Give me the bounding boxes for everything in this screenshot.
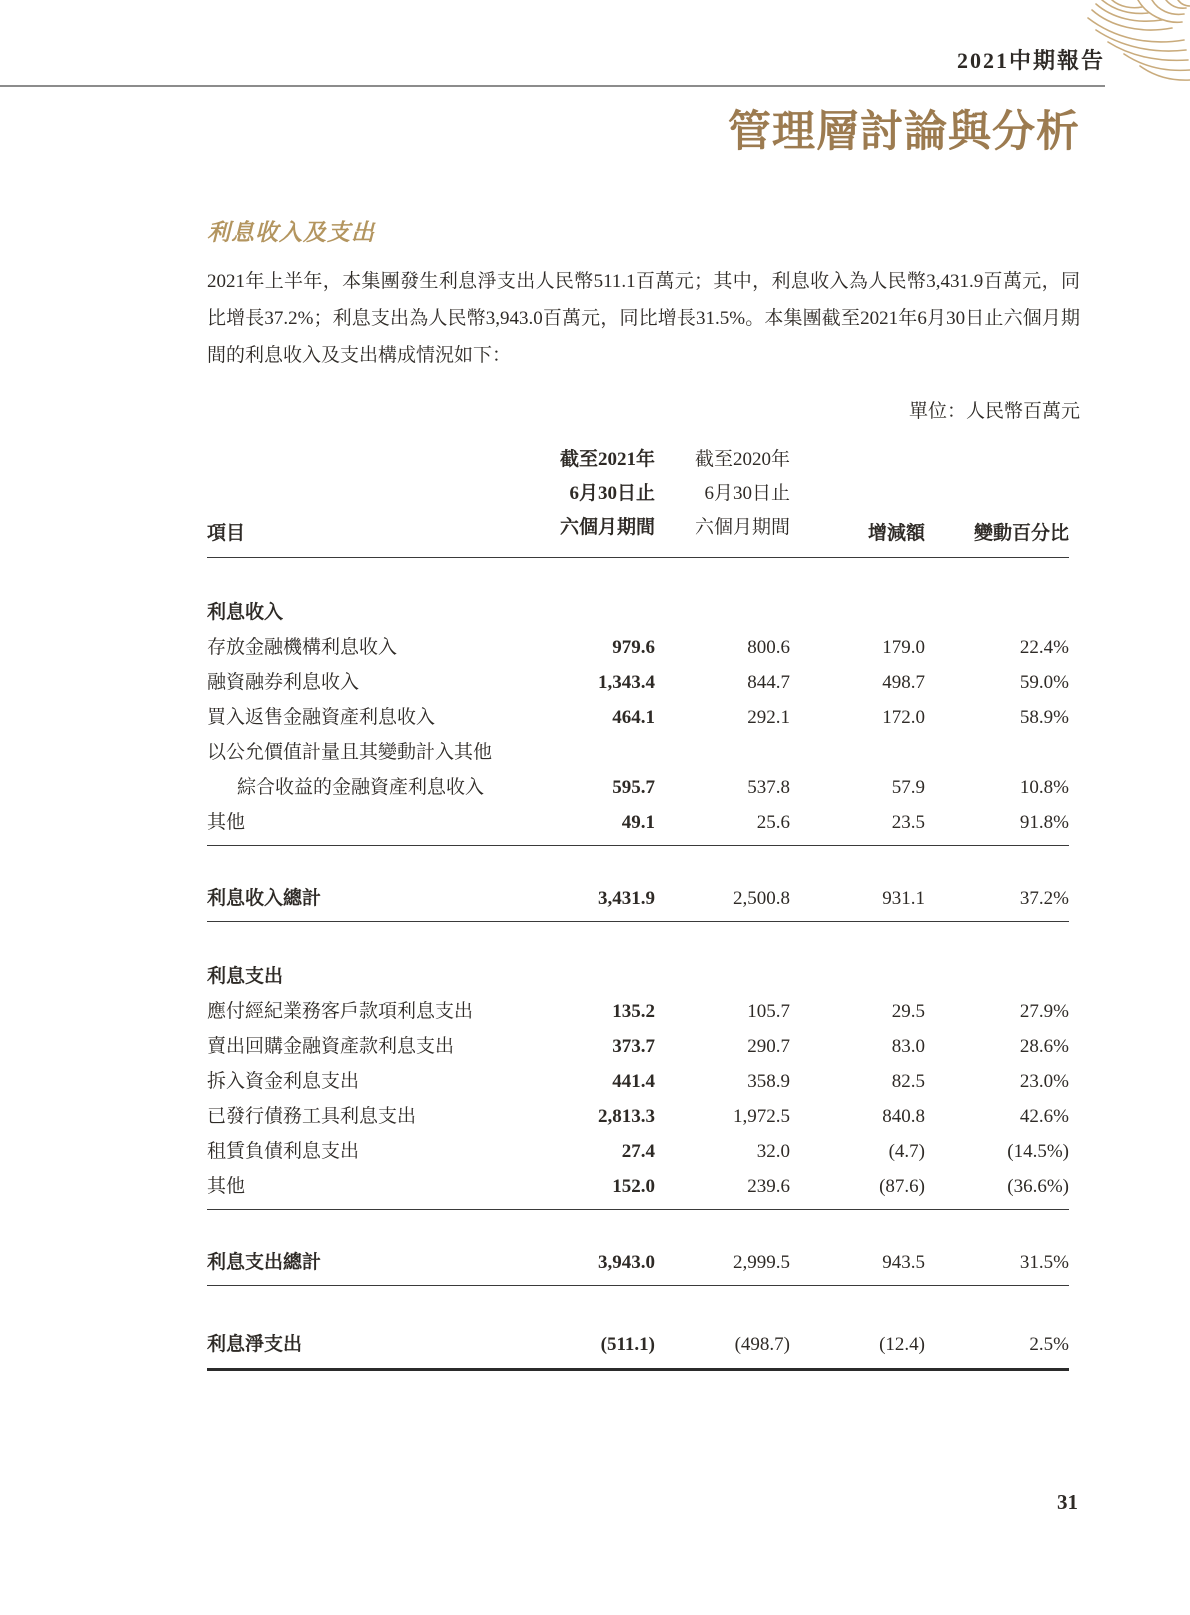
value-2020: 2,500.8 (655, 846, 790, 922)
value-change: 57.9 (891, 777, 925, 798)
value-change: 172.0 (882, 707, 925, 728)
row-label: 拆入資金利息支出 (207, 1071, 360, 1092)
value-percent (925, 922, 1069, 996)
value-change: (4.7) (888, 1141, 925, 1162)
value-change: 179.0 (882, 637, 925, 658)
value-percent: 58.9% (1019, 707, 1069, 728)
value-change: 23.5 (790, 806, 925, 846)
row-label: 利息支出 (207, 966, 284, 987)
value-percent (925, 736, 1069, 771)
value-change: 840.8 (882, 1106, 925, 1127)
value-percent: 91.8% (925, 806, 1069, 846)
row-label: 利息收入 (207, 602, 284, 623)
value-2020: 800.6 (747, 637, 790, 658)
value-change: (12.4) (790, 1286, 925, 1370)
header-line: 六個月期間 (559, 517, 655, 538)
table-row-data (207, 806, 1069, 846)
value-change (790, 558, 925, 632)
header-line: 6月30日止 (569, 483, 655, 504)
row-label: 以公允價值計量且其變動計入其他 (207, 742, 493, 763)
intro-paragraph: 2021年上半年，本集團發生利息淨支出人民幣511.1百萬元；其中，利息收入為人民幣3,431.9百萬元，同比增長37.2%；利息支出為人民幣3,943.0百萬元，同比增長31.5%。本集團截至2021年6月30日止六個月期間的利息收入及支出構成情況如下： (207, 271, 1080, 366)
value-2021: 979.6 (612, 637, 655, 658)
value-2021: 27.4 (621, 1141, 655, 1162)
page-number: 31 (1057, 1490, 1078, 1514)
value-2020: 358.9 (747, 1071, 790, 1092)
value-2020 (655, 922, 790, 996)
value-2020: 537.8 (747, 777, 790, 798)
table-row-total (207, 1210, 1069, 1286)
page-title: 管理層討論與分析 (728, 109, 1080, 156)
table-row-data (207, 666, 1069, 701)
value-2021: 464.1 (612, 707, 655, 728)
interest-income-expense-table (207, 443, 1069, 1371)
section-heading: 利息收入及支出 (207, 220, 375, 245)
value-percent: 22.4% (1019, 637, 1069, 658)
table-row-data (207, 995, 1069, 1030)
row-label: 其他 (207, 1170, 539, 1210)
value-change: (87.6) (790, 1170, 925, 1210)
value-2020: 2,999.5 (655, 1210, 790, 1286)
row-label: 買入返售金融資產利息收入 (207, 707, 436, 728)
table-row-data (207, 1170, 1069, 1210)
value-percent: 2.5% (925, 1286, 1069, 1370)
row-label: 融資融券利息收入 (207, 672, 360, 693)
value-change: 83.0 (891, 1036, 925, 1057)
row-label: 租賃負債利息支出 (207, 1141, 360, 1162)
table-row-label (207, 736, 1069, 771)
value-2020: 105.7 (747, 1001, 790, 1022)
table-row-net (207, 1286, 1069, 1370)
table-row-data (207, 701, 1069, 736)
unit-note: 單位：人民幣百萬元 (908, 401, 1080, 422)
value-change: 29.5 (891, 1001, 925, 1022)
table-row-data (207, 1065, 1069, 1100)
row-label: 利息淨支出 (207, 1286, 539, 1370)
value-2021: 49.1 (539, 806, 655, 846)
row-label: 利息收入總計 (207, 846, 539, 922)
table-row-data (207, 1100, 1069, 1135)
value-2021: 3,431.9 (539, 846, 655, 922)
value-percent: 42.6% (1019, 1106, 1069, 1127)
value-2020 (655, 736, 790, 771)
table-row-total (207, 846, 1069, 922)
row-label: 其他 (207, 806, 539, 846)
value-percent: 10.8% (1019, 777, 1069, 798)
value-change: 931.1 (790, 846, 925, 922)
value-2021: 3,943.0 (539, 1210, 655, 1286)
header-line: 六個月期間 (694, 517, 790, 538)
main-content (207, 214, 1080, 1371)
value-percent: 59.0% (1019, 672, 1069, 693)
value-2021: 441.4 (612, 1071, 655, 1092)
value-percent: 28.6% (1019, 1036, 1069, 1057)
value-2020: 844.7 (747, 672, 790, 693)
report-edition-label: 2021中期報告 (956, 48, 1105, 73)
row-label: 綜合收益的金融資產利息收入 (237, 777, 485, 798)
value-2021: 152.0 (539, 1170, 655, 1210)
value-change (790, 736, 925, 771)
value-2020: 292.1 (747, 707, 790, 728)
value-2021 (539, 558, 655, 632)
value-2021: 1,343.4 (598, 672, 655, 693)
column-header-2021 (539, 443, 655, 558)
value-2020: (498.7) (655, 1286, 790, 1370)
table-header-row (207, 443, 1069, 558)
value-2021 (539, 736, 655, 771)
row-label: 已發行債務工具利息支出 (207, 1106, 417, 1127)
table-row-data (207, 1030, 1069, 1065)
value-2021 (539, 922, 655, 996)
value-percent (925, 558, 1069, 632)
column-header-change: 增減額 (790, 443, 925, 558)
value-2021: 373.7 (612, 1036, 655, 1057)
value-2020: 32.0 (756, 1141, 790, 1162)
value-percent: (14.5%) (1007, 1141, 1069, 1162)
table-row-section (207, 922, 1069, 996)
value-2020: 290.7 (747, 1036, 790, 1057)
header-line: 截至2020年 (694, 449, 790, 470)
table-row-section (207, 558, 1069, 632)
column-header-item: 項目 (207, 443, 539, 558)
column-header-2020 (655, 443, 790, 558)
value-2021: (511.1) (539, 1286, 655, 1370)
value-2020: 25.6 (655, 806, 790, 846)
header-line: 截至2021年 (559, 449, 655, 470)
value-percent: 31.5% (925, 1210, 1069, 1286)
table-row-data (207, 631, 1069, 666)
value-percent: (36.6%) (925, 1170, 1069, 1210)
column-header-percent: 變動百分比 (925, 443, 1069, 558)
value-percent: 23.0% (1019, 1071, 1069, 1092)
row-label: 賣出回購金融資產款利息支出 (207, 1036, 455, 1057)
row-label: 應付經紀業務客戶款項利息支出 (207, 1001, 474, 1022)
table-row-data (207, 1135, 1069, 1170)
value-2020: 239.6 (655, 1170, 790, 1210)
header-line: 6月30日止 (704, 483, 790, 504)
value-2021: 595.7 (612, 777, 655, 798)
value-percent: 37.2% (925, 846, 1069, 922)
value-change: 943.5 (790, 1210, 925, 1286)
row-label: 存放金融機構利息收入 (207, 637, 398, 658)
value-change: 82.5 (891, 1071, 925, 1092)
table-row-data (207, 771, 1069, 806)
header-divider (0, 85, 1105, 87)
value-2020 (655, 558, 790, 632)
value-2021: 2,813.3 (598, 1106, 655, 1127)
interest-table-body (207, 558, 1069, 1370)
value-change: 498.7 (882, 672, 925, 693)
value-2020: 1,972.5 (733, 1106, 790, 1127)
value-percent: 27.9% (1019, 1001, 1069, 1022)
value-2021: 135.2 (612, 1001, 655, 1022)
row-label: 利息支出總計 (207, 1210, 539, 1286)
value-change (790, 922, 925, 996)
